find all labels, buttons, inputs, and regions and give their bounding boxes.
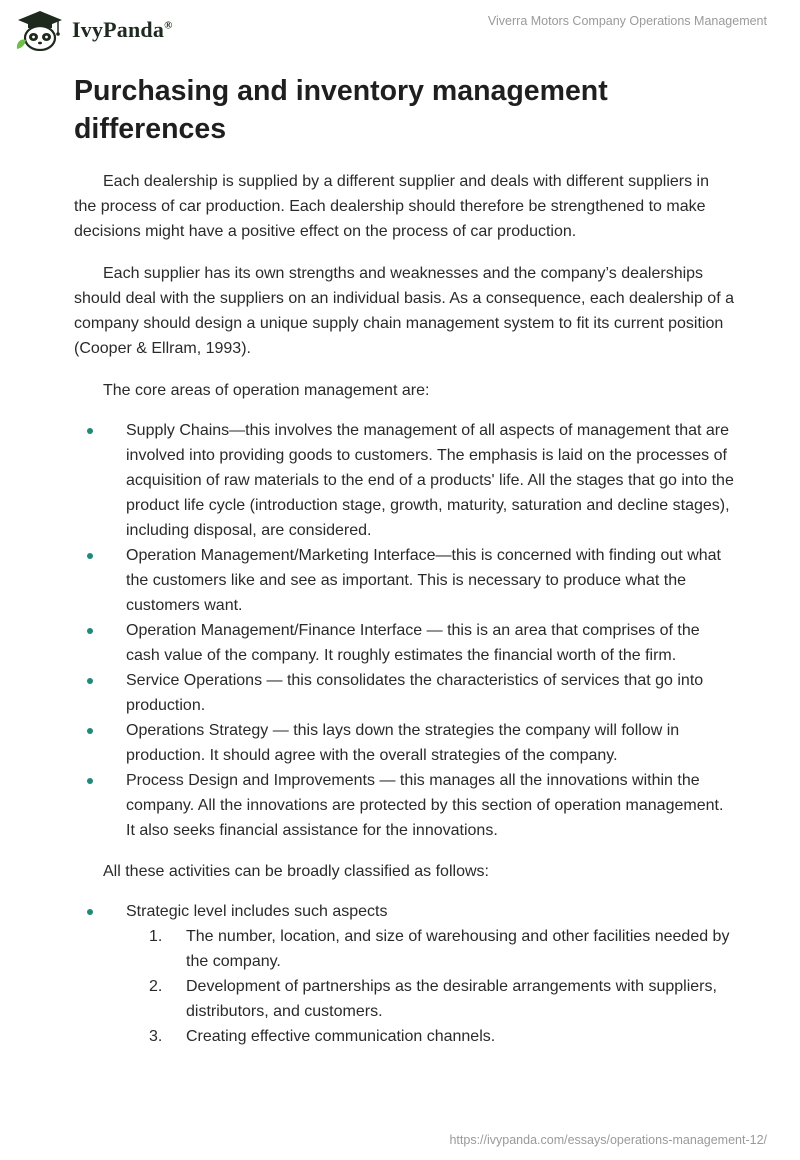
bullet-dot [87,553,93,559]
brand-logo[interactable] [14,9,173,51]
bullet-dot [87,678,93,684]
strategic-sublist [126,924,734,1049]
list-item: Strategic level includes such aspects 1. The number, location, and size of warehousing and other facilities needed by the company. 2. Development of partnerships as the desirable arrangements with suppliers, distributors, and customers. 3. Creating effective communication channels. [74,899,734,1049]
numbered-item: 3. Creating effective communication channels. [149,1028,496,1045]
bullet-dot [87,628,93,634]
paragraph: Each dealership is supplied by a different supplier and deals with different suppliers in the process of car production. Each dealership should therefore be strengthened to make decisions might have a positive effect on the process of car production. [74,173,709,240]
bullet-dot [87,428,93,434]
bullet-dot [87,909,93,915]
list-item: Process Design and Improvements — this manages all the innovations within the company. All the innovations are protected by this section of operation management. It also seeks financial assistance for the innovations. [74,768,734,843]
article-body [74,72,734,1049]
core-areas-list [74,418,734,843]
source-url[interactable]: https://ivypanda.com/essays/operations-management-12/ [449,1133,767,1147]
brand-name: IvyPanda® [72,17,173,42]
page-header [0,0,800,60]
paragraph: All these activities can be broadly classified as follows: [103,863,489,880]
bullet-dot [87,778,93,784]
panda-logo-icon [14,9,66,51]
list-item: Operation Management/Finance Interface — this is an area that comprises of the cash value of the company. It roughly estimates the financial worth of the firm. [74,618,734,668]
section-heading: Purchasing and inventory management differences [74,75,608,145]
numbered-item: 2. Development of partnerships as the desirable arrangements with suppliers, distributors, and customers. [149,978,717,1020]
document-title: Viverra Motors Company Operations Management [487,14,767,28]
list-item: Supply Chains—this involves the management of all aspects of management that are involved into providing goods to customers. The emphasis is laid on the processes of acquisition of raw materials to the end of a products' life. All the stages that go into the product life cycle (introduction stage, growth, maturity, saturation and decline stages), including disposal, are considered. [74,418,734,543]
list-item: Service Operations — this consolidates the characteristics of services that go into production. [74,668,734,718]
classification-list [74,899,734,1049]
bullet-dot [87,728,93,734]
numbered-item: 1. The number, location, and size of warehousing and other facilities needed by the company. [149,928,730,970]
list-item: Operation Management/Marketing Interface—this is concerned with finding out what the customers like and see as important. This is necessary to produce what the customers want. [74,543,734,618]
paragraph: The core areas of operation management are: [103,382,430,399]
list-item: Operations Strategy — this lays down the strategies the company will follow in production. It should agree with the overall strategies of the company. [74,718,734,768]
paragraph: Each supplier has its own strengths and weaknesses and the company’s dealerships should deal with the suppliers on an individual basis. As a consequence, each dealership of a company should design a unique supply chain management system to fit its current position (Cooper & Ellram, 1993). [74,265,734,357]
